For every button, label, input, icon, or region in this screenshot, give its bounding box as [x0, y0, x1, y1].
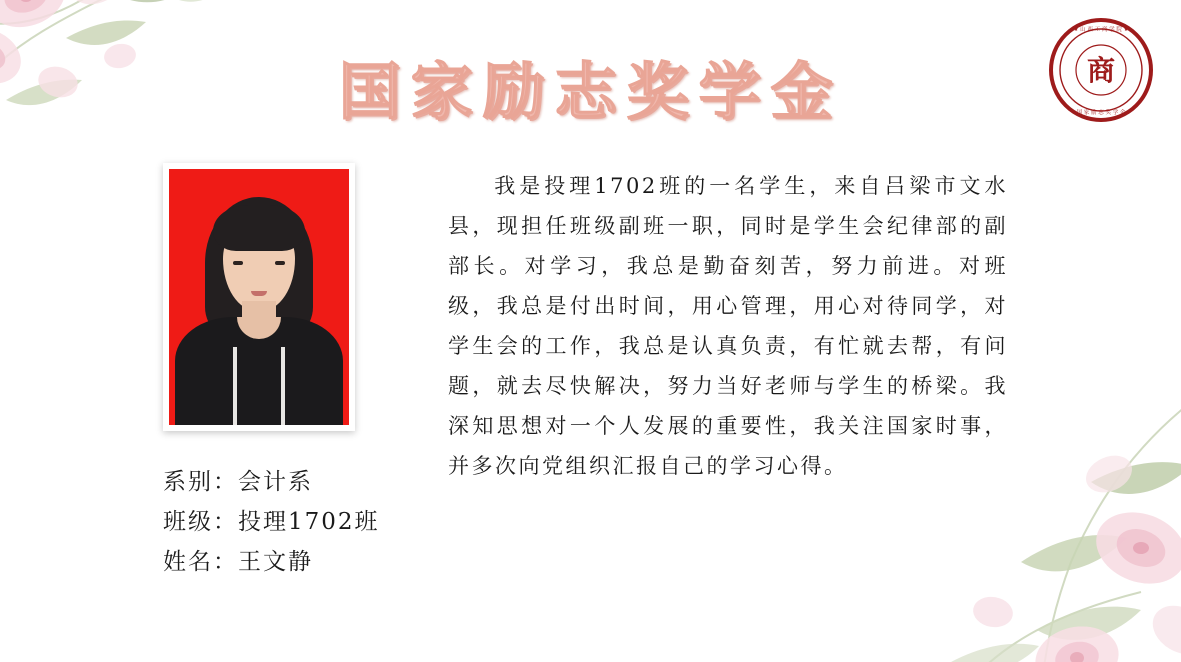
info-row-department — [163, 462, 380, 502]
student-photo — [169, 169, 349, 425]
portrait-eye-right — [275, 261, 285, 265]
portrait-clothing-stripe-left — [233, 347, 237, 425]
info-row-name — [163, 542, 380, 582]
student-info-block — [163, 462, 380, 582]
info-value-name: 王文静 — [238, 549, 313, 575]
svg-text:商: 商 — [1086, 54, 1116, 87]
svg-text:★ 山 西 工 商 学 院 ★: ★ 山 西 工 商 学 院 ★ — [1073, 27, 1129, 33]
info-label-class: 班级： — [163, 509, 238, 535]
info-value-department: 会计系 — [238, 469, 313, 495]
student-photo-frame — [163, 163, 355, 431]
svg-text:国 家 励 志 奖 学 金: 国 家 励 志 奖 学 金 — [1076, 110, 1126, 116]
info-label-name: 姓名： — [163, 549, 238, 575]
page-title: 国家励志奖学金 — [338, 55, 843, 128]
student-statement: 我是投理1702班的一名学生，来自吕梁市文水县，现担任班级副班一职，同时是学生会纪律部的副部长。对学习，我总是勤奋刻苦，努力前进。对班级，我总是付出时间，用心管理，用心对待同学，对学生会的工作，我总是认真负责，有忙就去帮，有问题，就去尽快解决，努力当好老师与学生的桥梁。我深知思想对一个人发展的重要性，我关注国家时事，并多次向党组织汇报自己的学习心得。 — [448, 174, 1008, 478]
portrait-clothing-stripe-right — [281, 347, 285, 425]
portrait-eye-left — [233, 261, 243, 265]
info-value-class: 投理1702班 — [238, 509, 380, 535]
portrait-mouth — [251, 291, 267, 296]
portrait-fringe — [213, 205, 305, 251]
info-row-class — [163, 502, 380, 542]
info-label-department: 系别： — [163, 469, 238, 495]
